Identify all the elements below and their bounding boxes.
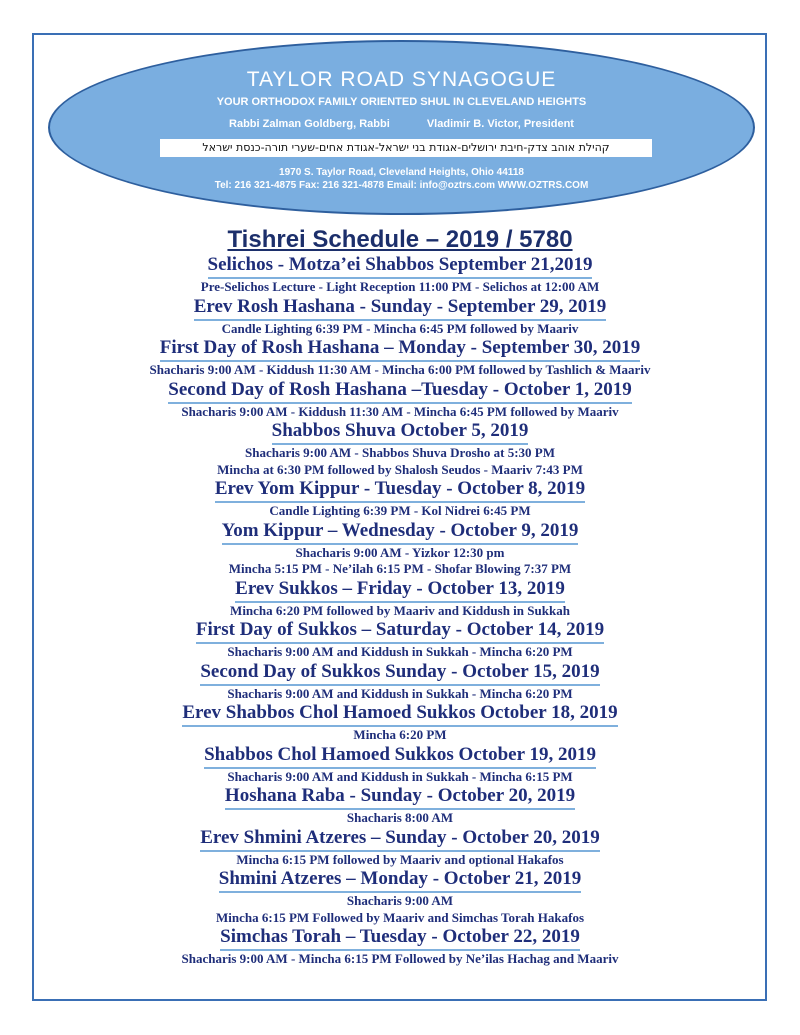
event-detail: Mincha 6:15 PM Followed by Maariv and Simchas Torah Hakafos [216,909,584,925]
event-title: Shmini Atzeres – Monday - October 21, 2019 [219,868,581,893]
event-title: Shabbos Chol Hamoed Sukkos October 19, 2019 [204,744,596,769]
event-detail: Mincha 6:20 PM [353,727,447,742]
event-detail: Shacharis 9:00 AM and Kiddush in Sukkah - Mincha 6:15 PM [227,768,573,784]
contact-info: Tel: 216 321-4875 Fax: 216 321-4878 Email: info@oztrs.com WWW.OZTRS.COM [214,180,589,191]
event-title: Erev Shabbos Chol Hamoed Sukkos October 18, 2019 [182,702,617,727]
event-title: First Day of Sukkos – Saturday - October 14, 2019 [196,619,604,644]
event-detail: Shacharis 9:00 AM - Shabbos Shuva Drosho at 5:30 PM [244,445,555,460]
event-title: Simchas Torah – Tuesday - October 22, 2019 [220,926,580,951]
schedule-event [0,827,800,869]
event-detail: Candle Lighting 6:39 PM - Kol Nidrei 6:45 PM [269,503,531,518]
tagline: YOUR ORTHODOX FAMILY ORIENTED SHUL IN CLEVELAND HEIGHTS [216,96,587,108]
shul-name: TAYLOR ROAD SYNAGOGUE [246,68,557,91]
event-title: Second Day of Rosh Hashana –Tuesday - October 1, 2019 [168,379,631,404]
address: 1970 S. Taylor Road, Cleveland Heights, Ohio 44118 [279,167,524,178]
schedule-event [0,478,800,520]
event-title: Selichos - Motza’ei Shabbos September 21,2019 [208,254,593,279]
event-title: Erev Shmini Atzeres – Sunday - October 20, 2019 [200,827,600,852]
schedule-event [0,868,800,926]
schedule-list [0,254,800,968]
event-detail: Mincha at 6:30 PM followed by Shalosh Seudos - Maariv 7:43 PM [217,461,583,477]
event-title: Erev Yom Kippur - Tuesday - October 8, 2019 [215,478,585,503]
schedule-event [0,926,800,968]
schedule-event [0,785,800,827]
schedule-event [0,744,800,786]
event-title: Erev Sukkos – Friday - October 13, 2019 [235,578,565,603]
rabbi-name: Rabbi Zalman Goldberg, Rabbi [229,118,390,130]
schedule-event [0,578,800,620]
schedule-event [0,254,800,296]
event-detail: Pre-Selichos Lecture - Light Reception 11:00 PM - Selichos at 12:00 AM [200,279,600,294]
schedule-event [0,296,800,338]
schedule-event [0,337,800,379]
event-title: Hoshana Raba - Sunday - October 20, 2019 [225,785,575,810]
schedule-event [0,702,800,744]
officers [48,118,755,130]
event-detail: Shacharis 9:00 AM - Kiddush 11:30 AM - Mincha 6:00 PM followed by Tashlich & Maariv [149,362,651,377]
event-detail: Shacharis 9:00 AM - Yizkor 12:30 pm [295,544,505,560]
event-detail: Shacharis 9:00 AM and Kiddush in Sukkah - Mincha 6:20 PM [227,685,573,701]
hebrew-congregation-names: קהילת אוהב צדק-חיבת ירושלים-אגודת בני ישראל-אגודת אחים-שערי תורה-כנסת ישראל [160,139,652,157]
header [48,40,755,215]
schedule-event [0,379,800,421]
event-detail: Shacharis 8:00 AM [346,810,454,825]
event-detail: Shacharis 9:00 AM and Kiddush in Sukkah - Mincha 6:20 PM [227,644,573,659]
event-title: First Day of Rosh Hashana – Monday - September 30, 2019 [160,337,640,362]
event-detail: Shacharis 9:00 AM - Kiddush 11:30 AM - Mincha 6:45 PM followed by Maariv [181,403,619,419]
event-detail: Mincha 6:15 PM followed by Maariv and optional Hakafos [236,851,564,867]
schedule-event [0,420,800,478]
schedule-title: Tishrei Schedule – 2019 / 5780 [227,226,573,253]
event-detail: Shacharis 9:00 AM [346,893,454,908]
event-detail: Mincha 5:15 PM - Ne’ilah 6:15 PM - Shofar Blowing 7:37 PM [228,561,572,576]
event-detail: Shacharis 9:00 AM - Mincha 6:15 PM Followed by Ne’ilas Hachag and Maariv [181,951,619,966]
president-name: Vladimir B. Victor, President [426,118,574,130]
event-detail: Candle Lighting 6:39 PM - Mincha 6:45 PM followed by Maariv [221,320,579,336]
schedule-event [0,619,800,661]
event-title: Erev Rosh Hashana - Sunday - September 29, 2019 [194,296,607,321]
event-title: Yom Kippur – Wednesday - October 9, 2019 [222,520,579,545]
event-title: Shabbos Shuva October 5, 2019 [272,420,529,445]
event-title: Second Day of Sukkos Sunday - October 15, 2019 [200,661,599,686]
schedule-event [0,520,800,578]
event-detail: Mincha 6:20 PM followed by Maariv and Kiddush in Sukkah [230,602,570,618]
schedule-event [0,661,800,703]
